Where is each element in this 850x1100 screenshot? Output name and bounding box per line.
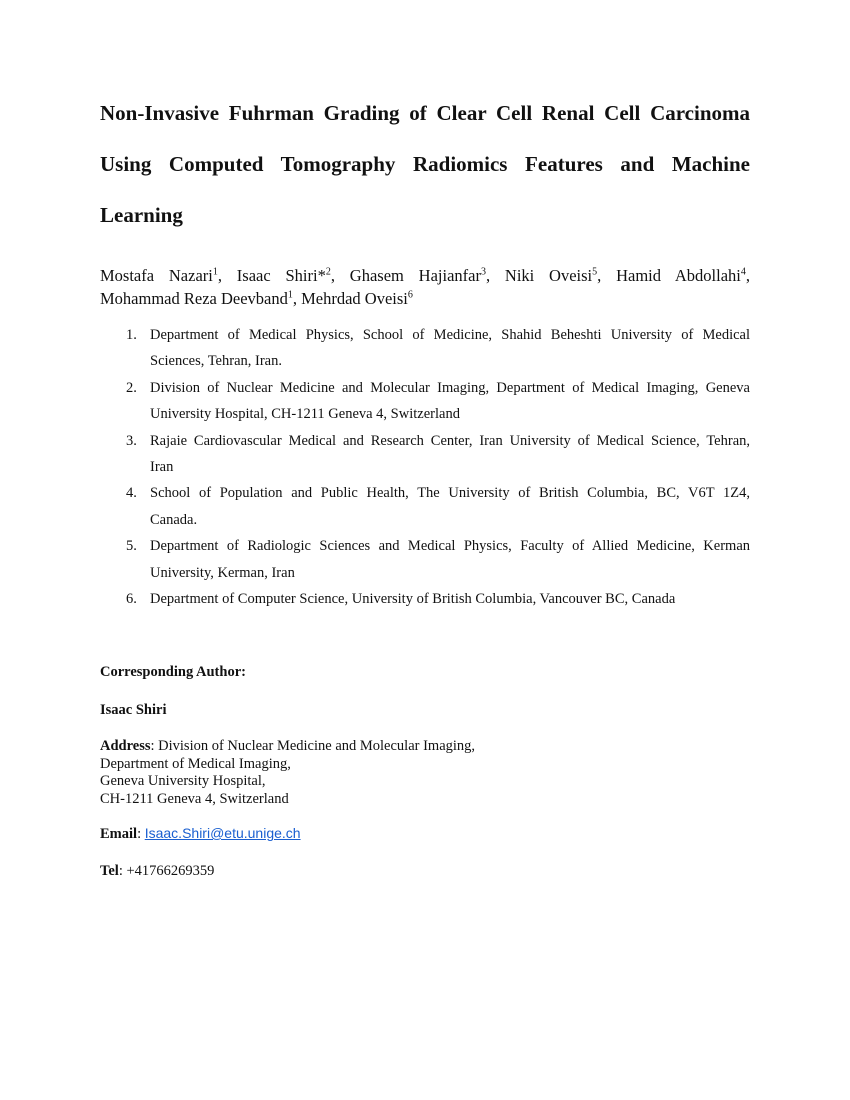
address-line-1 bbox=[100, 738, 475, 756]
affiliation-number: 4. bbox=[126, 485, 137, 502]
affiliation-item bbox=[100, 480, 750, 533]
email-label: Email bbox=[100, 826, 138, 842]
author-affil-mark: 2 bbox=[325, 266, 331, 278]
affiliation-number: 1. bbox=[126, 327, 137, 343]
tel-label: Tel bbox=[100, 863, 119, 879]
affiliation-number: 6. bbox=[126, 591, 137, 608]
author-separator: , bbox=[745, 266, 751, 285]
affiliation-line: Division of Nuclear Medicine and Molecular Imaging, Department of Medical Imaging, Geneva bbox=[150, 379, 750, 396]
author-affil-mark: 5 bbox=[592, 266, 598, 278]
tel-number: +41766269359 bbox=[126, 863, 215, 879]
affiliation-item bbox=[100, 375, 750, 428]
affiliation-item bbox=[100, 322, 750, 375]
author-name: Hamid Abdollahi bbox=[616, 266, 741, 285]
author-separator: , bbox=[292, 289, 302, 308]
affiliation-line: Iran bbox=[150, 459, 174, 476]
affiliation-line: University, Kerman, Iran bbox=[150, 564, 295, 581]
author-name: Mohammad Reza Deevband bbox=[100, 289, 288, 308]
corresponding-author-name: Isaac Shiri bbox=[100, 702, 167, 718]
corresponding-author-heading: Corresponding Author: bbox=[100, 664, 246, 680]
author-affil-mark: 6 bbox=[407, 289, 413, 301]
affiliation-line: Department of Computer Science, University of British Columbia, Vancouver BC, Canada bbox=[150, 591, 676, 608]
author-line-1 bbox=[100, 264, 750, 287]
affiliation-item bbox=[100, 533, 750, 586]
affiliation-line: Department of Medical Physics, School of Medicine, Shahid Beheshti University of Medical bbox=[150, 327, 750, 343]
address-line-2: Department of Medical Imaging, bbox=[100, 755, 291, 772]
tel-row bbox=[100, 863, 214, 881]
author-name: Mehrdad Oveisi bbox=[301, 289, 408, 308]
author-name: Isaac Shiri* bbox=[236, 266, 326, 285]
author-name: Mostafa Nazari bbox=[100, 266, 213, 285]
author-affil-mark: 4 bbox=[740, 266, 746, 278]
address-line-4: CH-1211 Geneva 4, Switzerland bbox=[100, 790, 289, 807]
author-affil-mark: 1 bbox=[212, 266, 218, 278]
author-separator: , bbox=[217, 266, 237, 285]
email-separator: : bbox=[137, 826, 145, 842]
author-affil-mark: 1 bbox=[287, 289, 293, 301]
title-line-3: Learning bbox=[100, 203, 183, 227]
affiliation-line: Department of Radiologic Sciences and Medical Physics, Faculty of Allied Medicine, Kerman bbox=[150, 538, 750, 555]
author-separator: , bbox=[597, 266, 617, 285]
author-affil-mark: 3 bbox=[480, 266, 486, 278]
email-link[interactable]: Isaac.Shiri@etu.unige.ch bbox=[144, 825, 301, 841]
author-line-2 bbox=[100, 287, 750, 310]
address-separator: : bbox=[150, 738, 159, 754]
address-text: Division of Nuclear Medicine and Molecular Imaging, bbox=[158, 738, 476, 754]
author-separator: , bbox=[330, 266, 350, 285]
affiliation-item bbox=[100, 428, 750, 481]
affiliation-number: 2. bbox=[126, 379, 137, 396]
affiliation-list bbox=[100, 322, 750, 612]
affiliation-number: 3. bbox=[126, 432, 137, 449]
tel-separator: : bbox=[118, 863, 127, 879]
affiliation-line: Canada. bbox=[150, 511, 198, 528]
affiliation-number: 5. bbox=[126, 538, 137, 555]
author-separator: , bbox=[485, 266, 505, 285]
author-list bbox=[100, 264, 750, 310]
author-name: Ghasem Hajianfar bbox=[349, 266, 481, 285]
email-row bbox=[100, 825, 301, 844]
address-label: Address bbox=[100, 738, 151, 754]
affiliation-line: School of Population and Public Health, The University of British Columbia, BC, V6T 1Z4, bbox=[150, 485, 750, 502]
address-block bbox=[100, 738, 475, 808]
affiliation-line: University Hospital, CH-1211 Geneva 4, Switzerland bbox=[150, 406, 460, 423]
affiliation-item bbox=[100, 586, 750, 612]
affiliation-line: Rajaie Cardiovascular Medical and Research Center, Iran University of Medical Science, Tehran, bbox=[150, 432, 750, 449]
address-line-3: Geneva University Hospital, bbox=[100, 773, 266, 789]
title-line-1: Non-Invasive Fuhrman Grading of Clear Cell Renal Cell Carcinoma bbox=[100, 101, 750, 125]
author-name: Niki Oveisi bbox=[504, 266, 593, 285]
affiliation-line: Sciences, Tehran, Iran. bbox=[150, 353, 282, 370]
title-line-2: Using Computed Tomography Radiomics Features and Machine bbox=[100, 152, 750, 176]
